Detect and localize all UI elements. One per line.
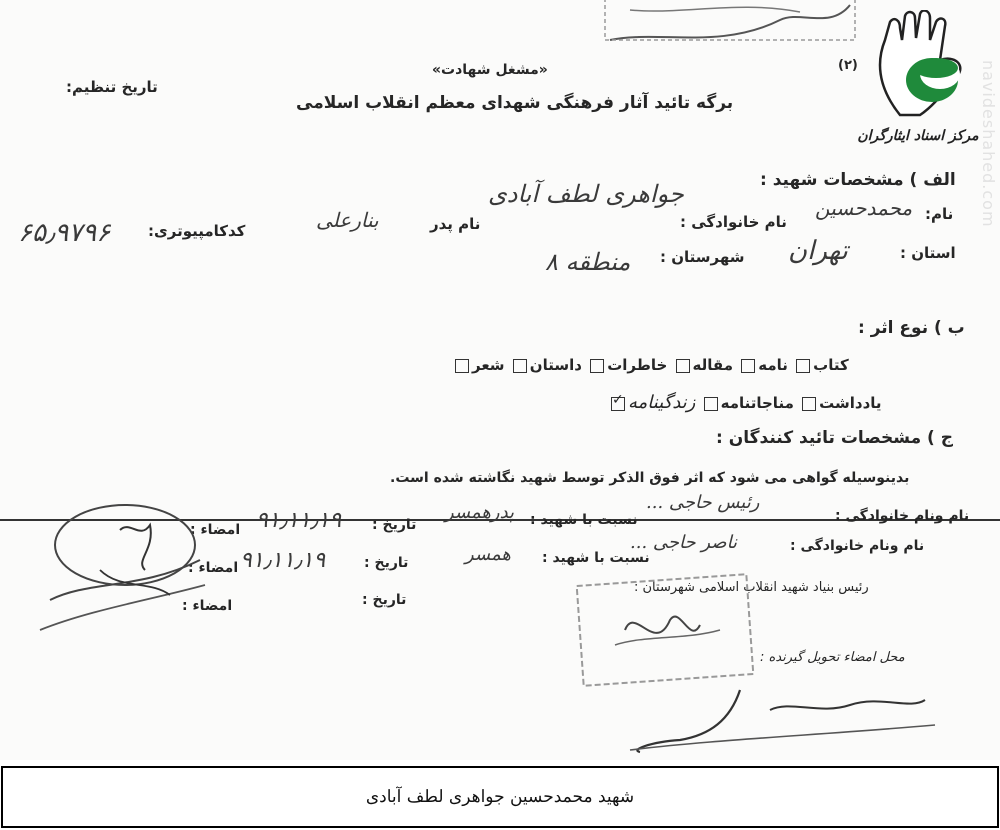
checkbox-note[interactable]	[802, 397, 816, 411]
option-memoirs: خاطرات	[607, 356, 668, 374]
province-value: تهران	[788, 236, 848, 266]
section-b-heading: ب ) نوع اثر :	[858, 318, 965, 338]
caption-text: شهید محمدحسین جواهری لطف آبادی	[365, 787, 635, 807]
computer-code-label: کدکامپیوتری:	[148, 222, 246, 240]
form-title: برگه تائید آثار فرهنگی شهدای معظم انقلاب اسلامی	[296, 93, 734, 113]
recipient-signature	[620, 680, 940, 760]
caption-box	[1, 766, 999, 828]
option-book: کتاب	[813, 356, 849, 374]
option-story: داستان	[529, 356, 582, 374]
section-a-heading: الف ) مشخصات شهید :	[760, 170, 956, 190]
section-c-heading: ج ) مشخصات تائید کنندگان :	[716, 428, 953, 448]
option-article: مقاله	[692, 356, 733, 374]
approver-2-name: ناصر حاجی ...	[630, 532, 738, 553]
approver-2-date-label: تاریخ :	[364, 555, 409, 571]
occupation-label: «مشغل شهادت»	[432, 62, 548, 78]
approver-2-signature-label: امضاء :	[188, 560, 239, 576]
logo-text: مرکز اسناد ایثارگران	[857, 128, 979, 144]
checkbox-article[interactable]	[676, 359, 690, 373]
approver-2-relation: همسر	[465, 544, 511, 565]
hand-logo-icon	[860, 10, 970, 120]
checkbox-biography[interactable]	[611, 397, 625, 411]
foundation-head-label: رئیس بنیاد شهید انقلاب اسلامی شهرستان :	[634, 580, 869, 595]
approver-1-date: ۹۱٫۱۱٫۱۹	[256, 508, 342, 533]
option-poem: شعر	[472, 356, 505, 374]
approver-2-relation-label: نسبت با شهید :	[542, 550, 650, 566]
family-label: نام خانوادگی :	[680, 213, 787, 231]
date-label: تاریخ تنظیم:	[66, 78, 158, 96]
certification-statement: بدینوسیله گواهی می شود که اثر فوق الذکر توسط شهید نگاشته شده است.	[390, 470, 910, 486]
work-type-row-1	[452, 356, 849, 374]
approver-1-name: رئیس حاجی ...	[646, 492, 760, 513]
city-value: منطقه ۸	[545, 248, 631, 276]
watermark: navideshahed.com	[979, 60, 998, 228]
option-prayer: مناجاتنامه	[720, 394, 794, 412]
name-label: نام:	[925, 205, 954, 223]
name-value: محمدحسین	[815, 196, 913, 220]
approver-1-name-label: نام ونام خانوادگی :	[835, 508, 970, 524]
approver-1-signature-label: امضاء :	[190, 522, 241, 538]
option-biography: زندگینامه	[628, 392, 696, 413]
province-label: استان :	[900, 244, 956, 262]
checkbox-story[interactable]	[513, 359, 527, 373]
page-number: (۲)	[838, 58, 858, 73]
approver-1-date-label: تاریخ :	[372, 517, 417, 533]
official-stamp	[575, 575, 755, 685]
recipient-label: محل امضاء تحویل گیرنده :	[760, 650, 905, 665]
father-value: بنارعلی	[316, 208, 379, 232]
checkbox-poem[interactable]	[455, 359, 469, 373]
approver-2-name-label: نام ونام خانوادگی :	[790, 538, 925, 554]
approver-2-date: ۹۱٫۱۱٫۱۹	[240, 548, 326, 573]
option-note: یادداشت	[819, 394, 882, 412]
logo	[857, 10, 980, 150]
top-signature-fragment	[600, 0, 860, 55]
approver-signatures	[30, 490, 220, 640]
checkbox-memoirs[interactable]	[590, 359, 604, 373]
approver-3-date-label: تاریخ :	[362, 592, 407, 608]
checkbox-prayer[interactable]	[704, 397, 718, 411]
computer-code-value: ۶۵٫۹۷۹۶	[18, 218, 111, 248]
family-value: جواهری لطف آبادی	[488, 180, 684, 208]
father-label: نام پدر	[430, 215, 481, 233]
work-type-row-2	[608, 392, 882, 413]
approver-1-relation-label: نسبت با شهید :	[530, 512, 638, 528]
city-label: شهرستان :	[660, 248, 745, 266]
approver-1-relation: پدرهمسر	[445, 502, 515, 523]
option-letter: نامه	[758, 356, 788, 374]
checkbox-letter[interactable]	[741, 359, 755, 373]
approver-3-signature-label: امضاء :	[182, 598, 233, 614]
checkbox-book[interactable]	[796, 359, 810, 373]
